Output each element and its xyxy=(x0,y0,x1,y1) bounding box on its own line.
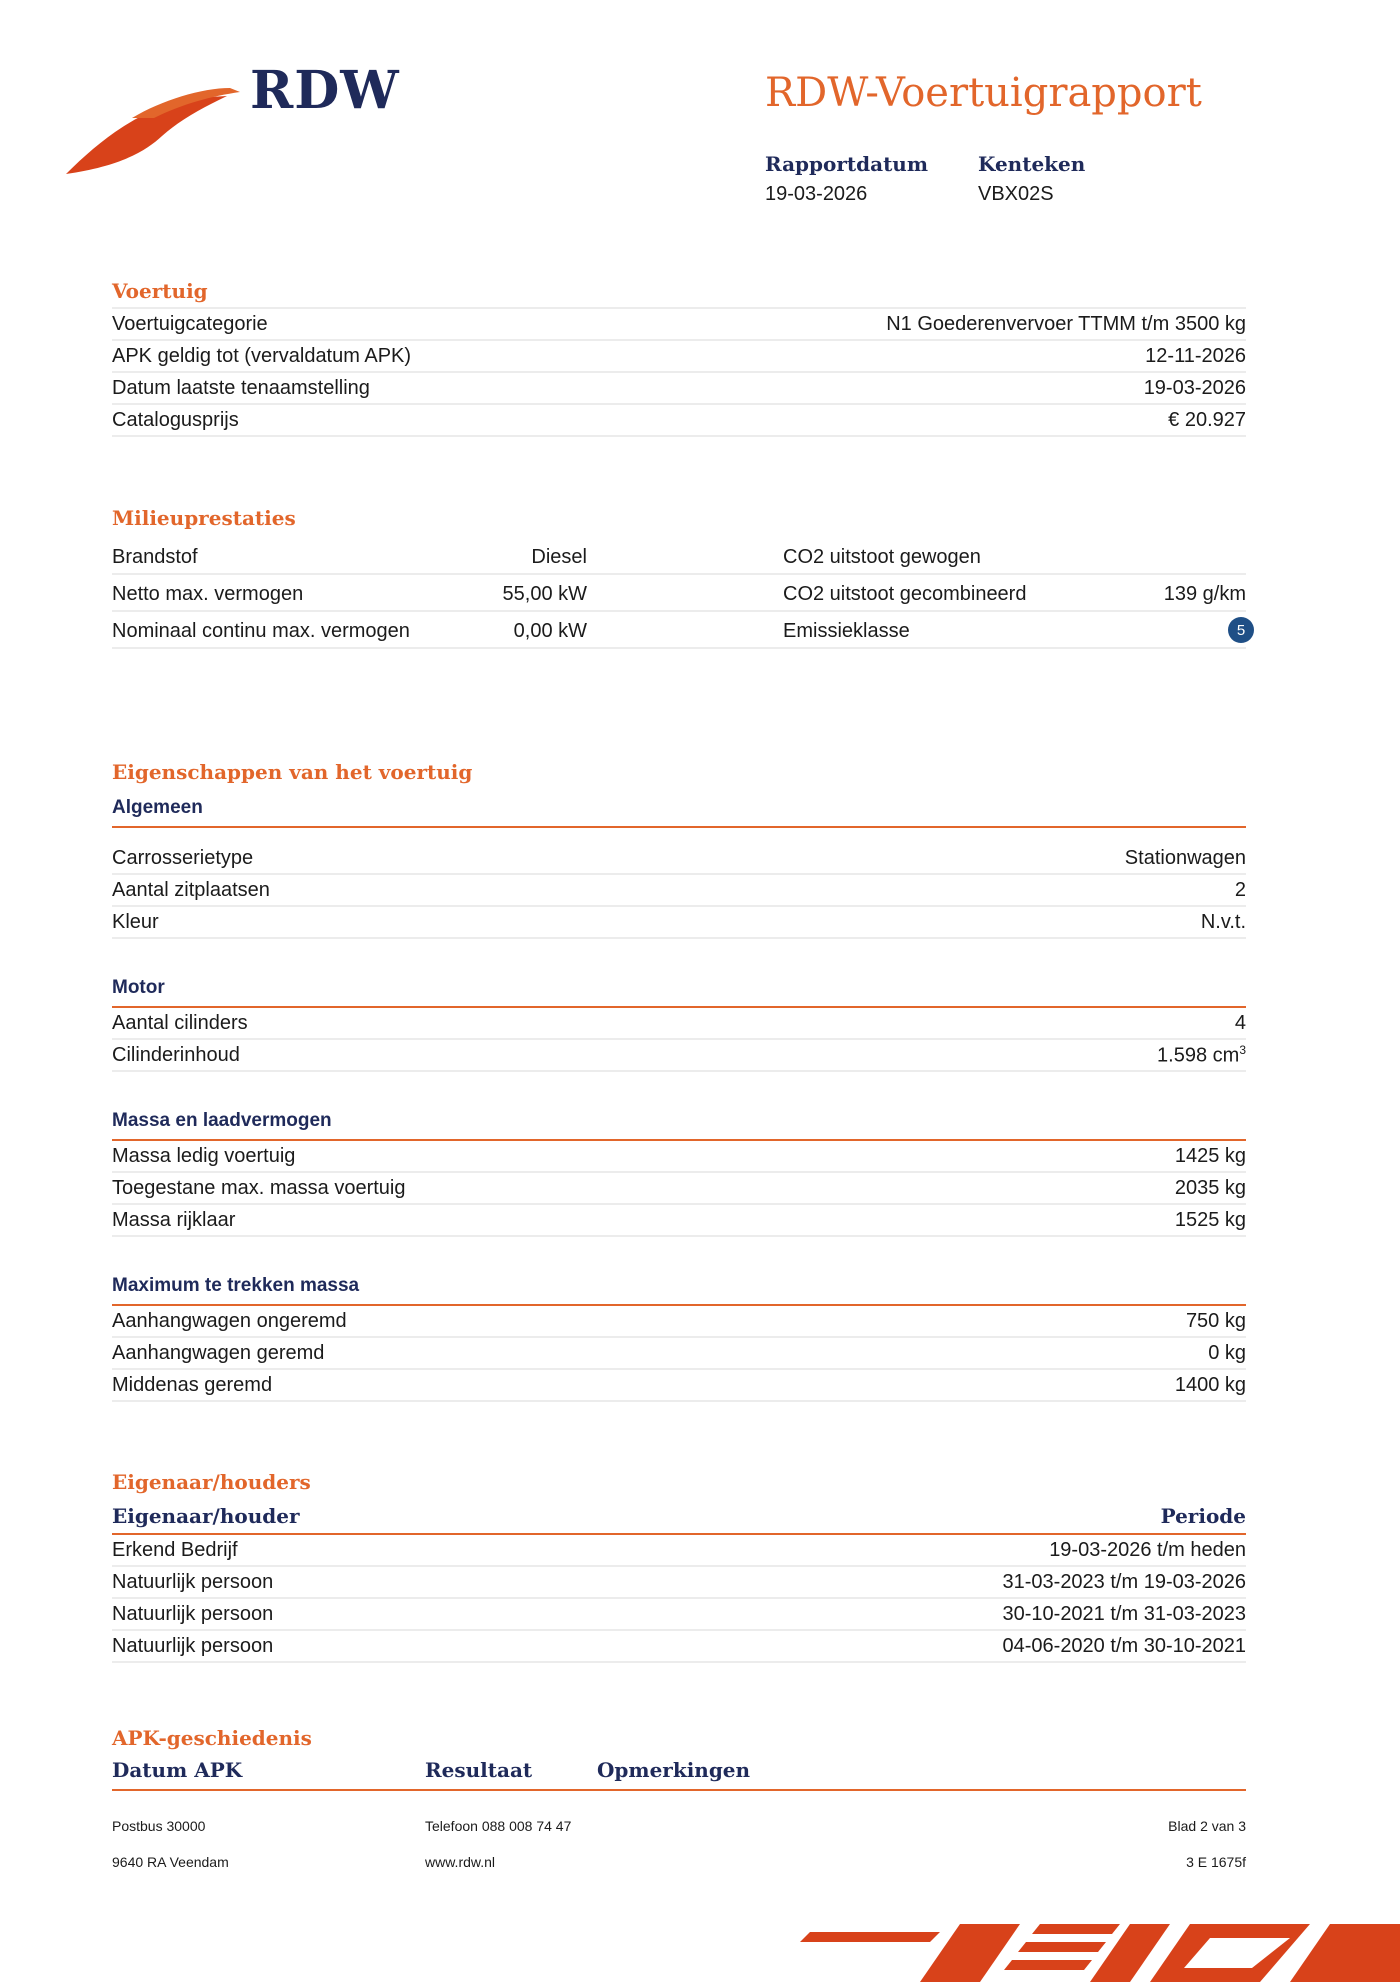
table-row xyxy=(112,1567,1246,1599)
subsection-title-motor: Motor xyxy=(112,977,165,998)
row-value xyxy=(1157,1043,1246,1068)
row-value: 31-03-2023 t/m 19-03-2026 xyxy=(1002,1570,1246,1593)
motor-table xyxy=(112,1008,1246,1072)
row-label: Natuurlijk persoon xyxy=(112,1570,274,1593)
row-value: 1400 kg xyxy=(1174,1373,1246,1396)
row-label: Catalogusprijs xyxy=(112,408,239,431)
table-row xyxy=(112,875,1246,907)
row-value: 0 kg xyxy=(1208,1341,1246,1364)
footer-address-line2: 9640 RA Veendam xyxy=(112,1854,229,1870)
row-label: Voertuigcategorie xyxy=(112,312,268,335)
row-value: 55,00 kW xyxy=(502,583,587,605)
table-row xyxy=(112,1205,1246,1237)
section-divider xyxy=(112,1789,1246,1791)
apk-header xyxy=(112,1758,1246,1782)
row-value: N.v.t. xyxy=(1200,910,1246,933)
row-label: Erkend Bedrijf xyxy=(112,1538,238,1561)
subsection-title-algemeen: Algemeen xyxy=(112,797,203,818)
footer-page-number: Blad 2 van 3 xyxy=(1168,1818,1246,1834)
column-header-eigenaar: Eigenaar/houder xyxy=(112,1504,300,1528)
row-value: 2035 kg xyxy=(1174,1176,1246,1199)
row-label: Netto max. vermogen xyxy=(112,583,304,605)
rapportdatum-label: Rapportdatum xyxy=(765,152,929,176)
row-value: N1 Goederenvervoer TTMM t/m 3500 kg xyxy=(886,312,1246,335)
table-row xyxy=(112,575,1246,612)
row-label: CO2 uitstoot gewogen xyxy=(783,546,981,568)
row-label: Carrosserietype xyxy=(112,846,254,869)
kenteken-label: Kenteken xyxy=(978,152,1086,176)
footer-phone: Telefoon 088 008 74 47 xyxy=(425,1818,572,1834)
table-row xyxy=(112,1370,1246,1402)
section-title-apk: APK-geschiedenis xyxy=(112,1726,312,1750)
column-header-resultaat: Resultaat xyxy=(425,1758,533,1782)
logo-text: RDW xyxy=(250,60,400,121)
row-value: 2 xyxy=(1234,878,1246,901)
row-label: Aanhangwagen ongeremd xyxy=(112,1309,347,1332)
row-label: Emissieklasse xyxy=(783,620,910,642)
row-label: Natuurlijk persoon xyxy=(112,1602,274,1625)
section-title-eigenaar: Eigenaar/houders xyxy=(112,1470,311,1494)
table-row xyxy=(112,1631,1246,1663)
table-row xyxy=(112,1599,1246,1631)
table-row xyxy=(112,309,1246,341)
report-title: RDW-Voertuigrapport xyxy=(765,70,1202,116)
massa-table xyxy=(112,1141,1246,1237)
cubic-superscript: 3 xyxy=(1239,1042,1246,1057)
table-row xyxy=(112,1535,1246,1567)
decorative-arrows-icon xyxy=(790,1918,1400,1982)
table-row xyxy=(112,405,1246,437)
cilinderinhoud-value: 1.598 cm xyxy=(1157,1044,1240,1067)
table-row xyxy=(112,907,1246,939)
row-label: Kleur xyxy=(112,910,159,933)
section-divider xyxy=(112,826,1246,828)
table-row xyxy=(112,612,1246,649)
row-value: 30-10-2021 t/m 31-03-2023 xyxy=(1002,1602,1246,1625)
footer-address-line1: Postbus 30000 xyxy=(112,1818,206,1834)
row-value: 0,00 kW xyxy=(513,620,587,642)
kenteken-value: VBX02S xyxy=(978,183,1054,205)
row-label: CO2 uitstoot gecombineerd xyxy=(783,583,1027,605)
table-row xyxy=(112,1306,1246,1338)
row-label: Datum laatste tenaamstelling xyxy=(112,376,370,399)
section-title-milieu: Milieuprestaties xyxy=(112,506,296,530)
row-value: 19-03-2026 t/m heden xyxy=(1049,1538,1246,1561)
row-label: Aantal cilinders xyxy=(112,1011,248,1034)
column-header-opmerkingen: Opmerkingen xyxy=(597,1758,751,1782)
eigenaar-table xyxy=(112,1535,1246,1663)
voertuig-table xyxy=(112,307,1246,437)
row-value: Diesel xyxy=(531,546,587,568)
subsection-title-trekken: Maximum te trekken massa xyxy=(112,1275,360,1296)
row-value: € 20.927 xyxy=(1168,408,1246,431)
row-label: Middenas geremd xyxy=(112,1373,273,1396)
row-label: Nominaal continu max. vermogen xyxy=(112,620,410,642)
column-header-periode: Periode xyxy=(1160,1504,1246,1528)
table-row xyxy=(112,373,1246,405)
row-label: APK geldig tot (vervaldatum APK) xyxy=(112,344,412,367)
table-row xyxy=(112,341,1246,373)
row-label: Aanhangwagen geremd xyxy=(112,1341,325,1364)
row-label: Aantal zitplaatsen xyxy=(112,878,270,901)
subsection-title-massa: Massa en laadvermogen xyxy=(112,1110,332,1131)
milieu-table xyxy=(112,538,1246,649)
column-header-datum-apk: Datum APK xyxy=(112,1758,243,1782)
row-value: 19-03-2026 xyxy=(1143,376,1246,399)
section-title-eigenschappen: Eigenschappen van het voertuig xyxy=(112,760,473,784)
footer-document-code: 3 E 1675f xyxy=(1186,1854,1246,1870)
table-row xyxy=(112,1338,1246,1370)
row-label: Toegestane max. massa voertuig xyxy=(112,1176,406,1199)
row-label: Natuurlijk persoon xyxy=(112,1634,274,1657)
row-value: 1525 kg xyxy=(1174,1208,1246,1231)
row-value: 12-11-2026 xyxy=(1145,344,1246,367)
footer-website-link[interactable]: www.rdw.nl xyxy=(425,1854,496,1870)
row-label: Brandstof xyxy=(112,546,198,568)
row-value: Stationwagen xyxy=(1124,846,1246,869)
row-value: 4 xyxy=(1234,1011,1246,1034)
section-title-voertuig: Voertuig xyxy=(112,279,208,303)
row-label: Massa ledig voertuig xyxy=(112,1144,296,1167)
table-row xyxy=(112,1040,1246,1072)
table-row xyxy=(112,843,1246,875)
eigenaar-header xyxy=(112,1504,1246,1528)
row-label: Massa rijklaar xyxy=(112,1208,236,1231)
table-row xyxy=(112,538,1246,575)
algemeen-table xyxy=(112,843,1246,939)
trekken-table xyxy=(112,1306,1246,1402)
table-row xyxy=(112,1141,1246,1173)
row-label: Cilinderinhoud xyxy=(112,1043,240,1066)
row-value: 04-06-2020 t/m 30-10-2021 xyxy=(1002,1634,1246,1657)
row-value: 750 kg xyxy=(1185,1309,1246,1332)
emissieklasse-badge: 5 xyxy=(1228,617,1254,643)
row-value: 139 g/km xyxy=(1163,583,1246,605)
row-value: 1425 kg xyxy=(1174,1144,1246,1167)
table-row xyxy=(112,1008,1246,1040)
rapportdatum-value: 19-03-2026 xyxy=(765,183,868,205)
table-row xyxy=(112,1173,1246,1205)
